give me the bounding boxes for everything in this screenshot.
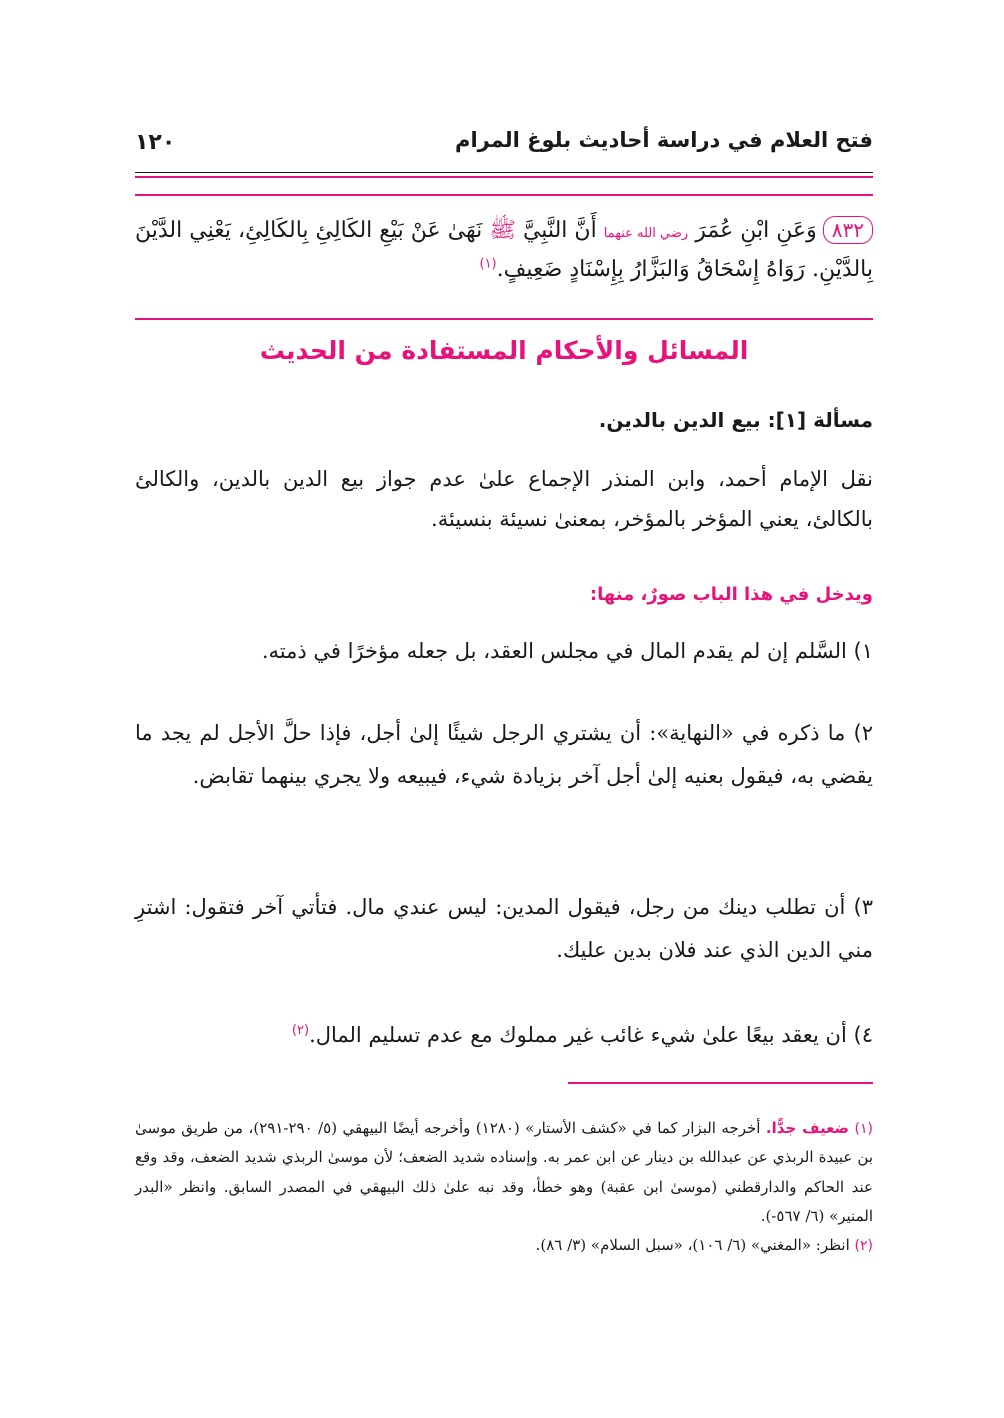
issue-title: بيع الدين بالدين. bbox=[598, 408, 761, 432]
paragraph-consensus: نقل الإمام أحمد، وابن المنذر الإجماع علىٰ عدم جواز بيع الدين بالدين، والكالئ بالكالئ، يعني المؤخر بالمؤخر، بمعنىٰ نسيئة بنسيئة. bbox=[135, 467, 873, 531]
list-item-number: ٣) bbox=[853, 895, 873, 919]
page-number: ١٢٠ bbox=[135, 130, 176, 155]
forms-subheading: ويدخل في هذا الباب صورٌ، منها: bbox=[589, 584, 873, 605]
issue-heading bbox=[599, 408, 873, 432]
header-rule-black bbox=[135, 172, 873, 173]
list-item-text: السَّلم إن لم يقدم المال في مجلس العقد، بل جعله مؤخرًا في ذمته. bbox=[261, 639, 847, 663]
prophet-honorific: ﷺ bbox=[489, 218, 516, 243]
list-item-text: أن تطلب دينك من رجل، فيقول المدين: ليس عندي مال. فتأتي آخر فتقول: اشترِ مني الدين الذي عند فلان بدين عليك. bbox=[135, 895, 873, 963]
footnote-1 bbox=[135, 1114, 873, 1231]
running-title: فتح العلام في دراسة أحاديث بلوغ المرام bbox=[455, 128, 873, 152]
list-item-number: ٤) bbox=[853, 1023, 873, 1047]
list-item-2 bbox=[135, 712, 873, 798]
list-item-number: ١) bbox=[853, 639, 873, 663]
hadith-number-badge: ٨٣٢ bbox=[823, 216, 873, 244]
footnote-text: انظر: «المغني» (٦/ ١٠٦)، «سبل السلام» (٣/ ٨٦). bbox=[535, 1236, 850, 1255]
header-rule-pink-top bbox=[135, 176, 873, 178]
footnote-ref-1[interactable]: (١) bbox=[479, 256, 497, 272]
footnote-text: أخرجه البزار كما في «كشف الأستار» (١٢٨٠) وأخرجه أيضًا البيهقي (٥/ ٢٩٠-٢٩١)، من طريق موسىٰ بن عبيدة الربذي عن عبدالله بن دينار عن ابن عمر به. وإسناده شديد الضعف؛ لأن موسىٰ الربذي شديد الضعف، وقد وقع عند الحاكم والدارقطني (موسىٰ ابن عقبة) وهو خطأ، وقد نبه علىٰ ذلك البيهقي في المصدر السابق. وانظر «البدر المنير» (٦/ ٥٦٧-). bbox=[135, 1119, 873, 1225]
hadith-text-end: نَهَىٰ عَنْ بَيْعِ الكَالِئِ بِالكَالِئِ، يَعْنِي الدَّيْنَ بِالدَّيْنِ. رَوَاهُ إِسْحَاقُ وَالبَزَّارُ بِإِسْنَادٍ ضَعِيفٍ. bbox=[135, 218, 873, 282]
running-header bbox=[135, 124, 873, 168]
list-item-1 bbox=[135, 630, 873, 673]
footnote-2 bbox=[135, 1231, 873, 1260]
hadith-text-mid: أَنَّ النَّبِيَّ bbox=[515, 218, 604, 243]
header-rule-pink-bottom bbox=[135, 194, 873, 196]
issue-label: مسألة [١]: bbox=[767, 408, 873, 432]
section-heading: المسائل والأحكام المستفادة من الحديث bbox=[259, 336, 749, 365]
list-item-text: ما ذكره في «النهاية»: أن يشتري الرجل شيئًا إلىٰ أجل، فإذا حلَّ الأجل لم يجد ما يقضي به، فيقول بعنيه إلىٰ أجل آخر بزيادة شيء، فيبيعه ولا يجري بينهما تقابض. bbox=[135, 721, 873, 789]
list-item-text: أن يعقد بيعًا علىٰ شيء غائب غير مملوك مع عدم تسليم المال. bbox=[309, 1023, 847, 1047]
list-item-4 bbox=[135, 1014, 873, 1057]
hadith-text-start: وَعَنِ ابْنِ عُمَرَ bbox=[688, 218, 817, 243]
sahabi-honorific: رضي الله عنهما bbox=[603, 226, 689, 241]
list-item-number: ٢) bbox=[853, 721, 873, 745]
footnote-mark: (٢) bbox=[854, 1238, 873, 1255]
hadith-text bbox=[135, 212, 873, 289]
footnote-mark: (١) bbox=[854, 1121, 873, 1137]
footnote-grading: ضعيف جدًّا. bbox=[765, 1119, 850, 1137]
footnotes bbox=[135, 1114, 873, 1260]
footnote-rule bbox=[568, 1082, 873, 1084]
hadith-rule bbox=[135, 318, 873, 320]
footnote-ref-2[interactable]: (٢) bbox=[291, 1023, 310, 1038]
list-item-3 bbox=[135, 886, 873, 972]
